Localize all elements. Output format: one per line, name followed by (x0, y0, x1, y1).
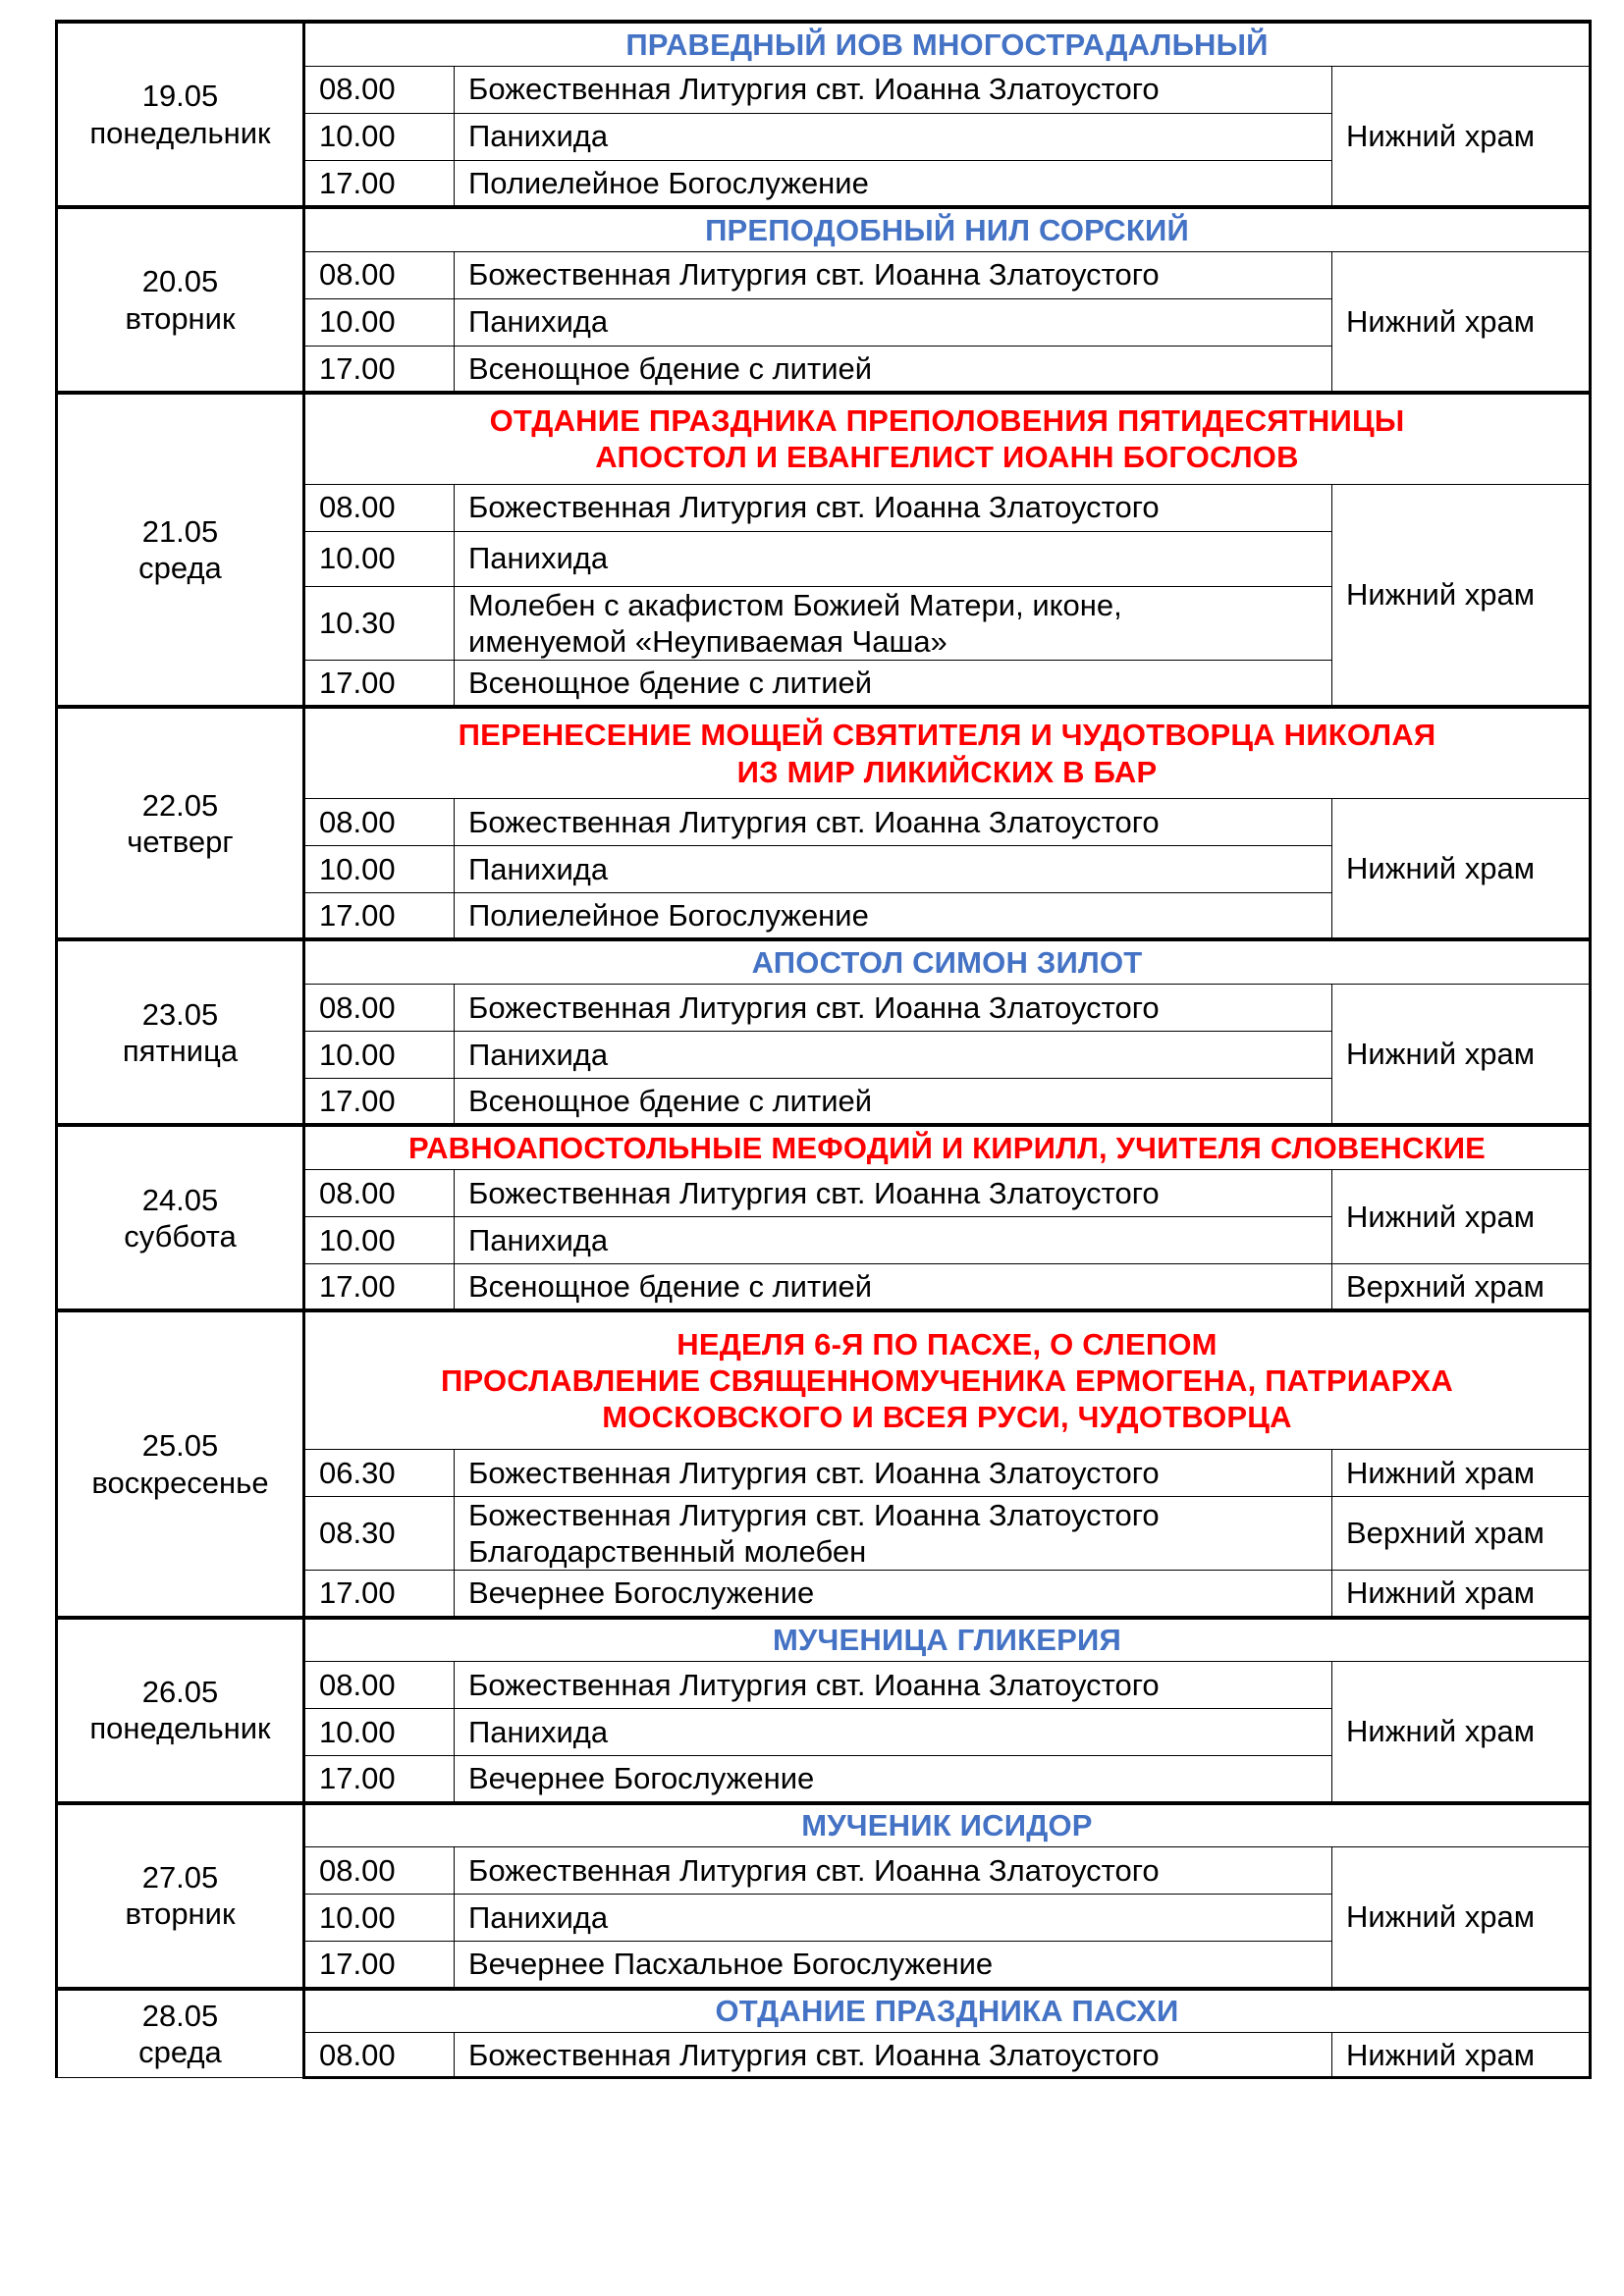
feast-heading-line: АПОСТОЛ СИМОН ЗИЛОТ (751, 945, 1143, 981)
day-date: 20.05 (141, 264, 219, 299)
temple-name: Нижний храм (1332, 1449, 1591, 1496)
service-name (455, 1571, 1332, 1618)
temple-name: Нижний храм (1332, 1571, 1591, 1618)
service-time: 10.00 (304, 531, 455, 586)
service-name-line: Полиелейное Богослужение (468, 165, 869, 200)
service-name (455, 1031, 1332, 1078)
service-name (455, 892, 1332, 939)
temple-name: Нижний храм (1332, 66, 1591, 207)
day-date-cell (57, 707, 304, 939)
service-name-line: Божественная Литургия свт. Иоанна Златоустого (468, 1497, 1160, 1532)
day-block (57, 393, 1591, 707)
service-time: 10.00 (304, 298, 455, 346)
service-time: 10.00 (304, 1216, 455, 1263)
day-weekday: вторник (125, 300, 236, 336)
temple-name: Нижний храм (1332, 251, 1591, 393)
service-name-line: Полиелейное Богослужение (468, 898, 869, 934)
day-weekday: вторник (125, 1896, 236, 1932)
day-date-cell (57, 1618, 304, 1803)
service-time: 08.00 (304, 984, 455, 1031)
service-name (455, 531, 1332, 586)
feast-heading (304, 207, 1591, 251)
service-name-line: Божественная Литургия свт. Иоанна Златоустого (468, 989, 1160, 1025)
service-name-line: Вечернее Пасхальное Богослужение (468, 1947, 994, 1982)
service-name-line: Панихида (468, 1222, 609, 1257)
day-block (57, 939, 1591, 1125)
feast-heading (304, 1989, 1591, 2033)
service-time: 06.30 (304, 1449, 455, 1496)
service-name (455, 346, 1332, 393)
service-time: 17.00 (304, 892, 455, 939)
day-weekday: среда (138, 551, 222, 586)
feast-heading-line: ПРЕПОДОБНЫЙ НИЛ СОРСКИЙ (705, 212, 1189, 247)
service-name (455, 1756, 1332, 1803)
service-time: 08.30 (304, 1496, 455, 1570)
service-time: 17.00 (304, 1263, 455, 1310)
feast-heading (304, 1803, 1591, 1847)
service-name (455, 984, 1332, 1031)
day-block (57, 22, 1591, 207)
service-name-line: Божественная Литургия свт. Иоанна Златоустого (468, 1175, 1160, 1210)
service-name-line: Божественная Литургия свт. Иоанна Златоустого (468, 257, 1160, 293)
day-date: 25.05 (141, 1428, 219, 1464)
day-date-cell (57, 393, 304, 707)
feast-heading-line: МУЧЕНИК ИСИДОР (801, 1808, 1093, 1843)
service-name (455, 1449, 1332, 1496)
day-date-cell (57, 22, 304, 207)
feast-heading (304, 707, 1591, 798)
feast-heading-line: ОТДАНИЕ ПРАЗДНИКА ПАСХИ (715, 1994, 1179, 2029)
day-weekday: среда (138, 2035, 222, 2069)
service-name-line: Всенощное бдение с литией (468, 350, 873, 386)
service-name-line: Панихида (468, 1900, 609, 1936)
day-weekday: четверг (127, 824, 234, 859)
feast-heading (304, 939, 1591, 984)
service-name (455, 160, 1332, 207)
day-date: 24.05 (141, 1182, 219, 1217)
service-name-line: Панихида (468, 119, 609, 154)
service-time: 10.00 (304, 113, 455, 160)
day-block (57, 1618, 1591, 1803)
service-name (455, 298, 1332, 346)
service-name (455, 1169, 1332, 1216)
day-date: 26.05 (141, 1675, 219, 1710)
service-name-line: Панихида (468, 851, 609, 886)
day-block (57, 707, 1591, 939)
service-name (455, 1496, 1332, 1570)
service-time: 10.00 (304, 1895, 455, 1942)
day-date-cell (57, 1803, 304, 1989)
service-name-line: Божественная Литургия свт. Иоанна Златоустого (468, 1668, 1160, 1703)
temple-name: Нижний храм (1332, 984, 1591, 1125)
service-name-line: именуемой «Неупиваемая Чаша» (468, 623, 947, 659)
feast-heading-line: ОТДАНИЕ ПРАЗДНИКА ПРЕПОЛОВЕНИЯ ПЯТИДЕСЯТНИЦЫ (489, 403, 1405, 439)
feast-heading-line: ПЕРЕНЕСЕНИЕ МОЩЕЙ СВЯТИТЕЛЯ И ЧУДОТВОРЦА НИКОЛАЯ (458, 718, 1436, 753)
temple-name: Нижний храм (1332, 2033, 1591, 2078)
temple-name: Нижний храм (1332, 1847, 1591, 1989)
service-time: 17.00 (304, 1078, 455, 1125)
service-name (455, 66, 1332, 113)
day-date: 27.05 (141, 1860, 219, 1896)
day-date-cell (57, 1125, 304, 1310)
service-name (455, 1263, 1332, 1310)
service-time: 08.00 (304, 484, 455, 531)
feast-heading (304, 1125, 1591, 1169)
service-name (455, 113, 1332, 160)
temple-name: Верхний храм (1332, 1496, 1591, 1570)
day-date: 21.05 (141, 514, 219, 549)
service-name (455, 845, 1332, 892)
temple-name: Нижний храм (1332, 798, 1591, 939)
service-name-line: Божественная Литургия свт. Иоанна Златоустого (468, 72, 1160, 107)
service-name-line: Божественная Литургия свт. Иоанна Златоустого (468, 804, 1160, 839)
day-weekday: понедельник (89, 115, 271, 150)
day-date: 28.05 (141, 1998, 219, 2033)
feast-heading-line: ПРОСЛАВЛЕНИЕ СВЯЩЕННОМУЧЕНИКА ЕРМОГЕНА, ПАТРИАРХА (441, 1363, 1453, 1399)
day-date-cell (57, 1310, 304, 1617)
temple-name: Нижний храм (1332, 484, 1591, 707)
feast-heading-line: МОСКОВСКОГО И ВСЕЯ РУСИ, ЧУДОТВОРЦА (602, 1400, 1292, 1435)
day-date: 22.05 (141, 787, 219, 823)
service-name (455, 660, 1332, 707)
service-name (455, 798, 1332, 845)
day-date-cell (57, 939, 304, 1125)
service-name-line: Всенощное бдение с литией (468, 666, 873, 701)
service-time: 08.00 (304, 798, 455, 845)
service-time: 08.00 (304, 66, 455, 113)
day-block (57, 207, 1591, 393)
service-time: 17.00 (304, 1571, 455, 1618)
service-name (455, 251, 1332, 298)
service-name-line: Панихида (468, 1037, 609, 1072)
day-date: 19.05 (141, 79, 219, 114)
temple-name: Нижний храм (1332, 1662, 1591, 1803)
feast-heading (304, 1618, 1591, 1662)
day-block (57, 1310, 1591, 1617)
service-name-line: Вечернее Богослужение (468, 1575, 815, 1611)
service-time: 17.00 (304, 660, 455, 707)
service-name (455, 586, 1332, 660)
day-date-cell (57, 207, 304, 393)
service-time: 08.00 (304, 1662, 455, 1709)
day-weekday: понедельник (89, 1711, 271, 1746)
service-name-line: Всенощное бдение с литией (468, 1269, 873, 1305)
day-weekday: воскресенье (91, 1465, 269, 1500)
service-time: 17.00 (304, 1942, 455, 1989)
temple-name: Нижний храм (1332, 1169, 1591, 1263)
service-time: 10.30 (304, 586, 455, 660)
feast-heading-line: НЕДЕЛЯ 6-Я ПО ПАСХЕ, О СЛЕПОМ (677, 1326, 1218, 1362)
day-weekday: пятница (122, 1033, 239, 1068)
service-name (455, 1847, 1332, 1895)
feast-heading (304, 393, 1591, 484)
service-time: 08.00 (304, 1169, 455, 1216)
service-name (455, 1662, 1332, 1709)
service-name-line: Божественная Литургия свт. Иоанна Златоустого (468, 2037, 1160, 2072)
service-name (455, 1942, 1332, 1989)
feast-heading-line: РАВНОАПОСТОЛЬНЫЕ МЕФОДИЙ И КИРИЛЛ, УЧИТЕЛЯ СЛОВЕНСКИЕ (407, 1131, 1487, 1166)
service-time: 10.00 (304, 1031, 455, 1078)
feast-heading-line: МУЧЕНИЦА ГЛИКЕРИЯ (773, 1623, 1121, 1658)
service-name-line: Божественная Литургия свт. Иоанна Златоустого (468, 490, 1160, 525)
service-name-line: Панихида (468, 1715, 609, 1750)
schedule-table (55, 20, 1592, 2079)
service-name-line: Божественная Литургия свт. Иоанна Златоустого (468, 1853, 1160, 1889)
service-time: 08.00 (304, 1847, 455, 1895)
service-name-line: Вечернее Богослужение (468, 1761, 815, 1796)
service-name (455, 1216, 1332, 1263)
service-time: 10.00 (304, 845, 455, 892)
service-name-line: Панихида (468, 541, 609, 576)
service-name-line: Божественная Литургия свт. Иоанна Златоустого (468, 1455, 1160, 1490)
service-time: 08.00 (304, 2033, 455, 2078)
day-block (57, 1803, 1591, 1989)
day-weekday: суббота (124, 1218, 237, 1254)
day-block (57, 1989, 1591, 2078)
service-name-line: Благодарственный молебен (468, 1534, 867, 1570)
service-time: 17.00 (304, 160, 455, 207)
feast-heading-line: АПОСТОЛ И ЕВАНГЕЛИСТ ИОАНН БОГОСЛОВ (595, 440, 1299, 475)
service-name-line: Молебен с акафистом Божией Матери, иконе, (468, 587, 1122, 622)
service-time: 10.00 (304, 1709, 455, 1756)
feast-heading-line: ПРАВЕДНЫЙ ИОВ МНОГОСТРАДАЛЬНЫЙ (625, 27, 1269, 62)
service-name (455, 1895, 1332, 1942)
feast-heading-line: ИЗ МИР ЛИКИЙСКИХ В БАР (736, 754, 1158, 789)
service-name-line: Панихида (468, 304, 609, 340)
service-name (455, 1709, 1332, 1756)
service-name (455, 484, 1332, 531)
service-name (455, 1078, 1332, 1125)
feast-heading (304, 1310, 1591, 1449)
temple-name: Верхний храм (1332, 1263, 1591, 1310)
service-time: 08.00 (304, 251, 455, 298)
feast-heading (304, 22, 1591, 66)
day-date-cell (57, 1989, 304, 2078)
service-name-line: Всенощное бдение с литией (468, 1084, 873, 1119)
day-date: 23.05 (141, 996, 219, 1032)
service-time: 17.00 (304, 346, 455, 393)
day-block (57, 1125, 1591, 1310)
service-name (455, 2033, 1332, 2078)
service-time: 17.00 (304, 1756, 455, 1803)
